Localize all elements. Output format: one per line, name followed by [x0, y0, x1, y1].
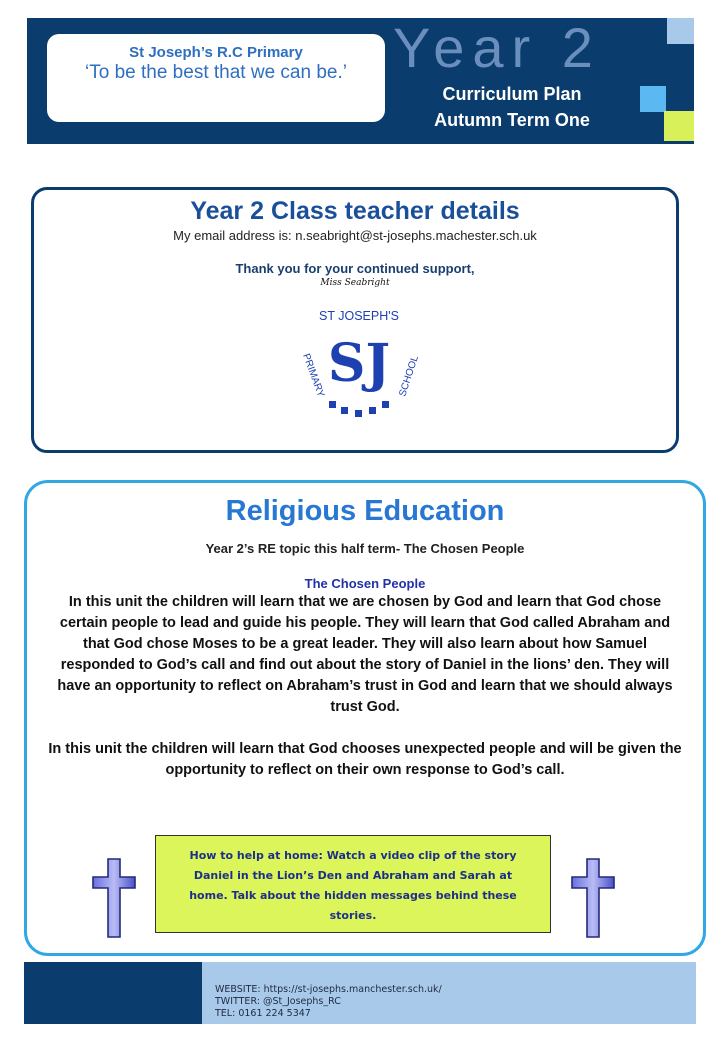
re-paragraph: In this unit the children will learn that God chooses unexpected people and will be given the opportunity to reflect on their own response to God’s call. [48, 741, 682, 778]
religious-education-panel [24, 480, 706, 956]
decorative-square [667, 18, 694, 44]
re-subtitle: The Chosen People [304, 576, 426, 591]
footer-contact [215, 984, 442, 1020]
footer-telephone: TEL: 0161 224 5347 [215, 1008, 311, 1019]
decorative-square [664, 111, 694, 141]
logo-monogram: SJ [327, 333, 391, 394]
teacher-details-panel [31, 187, 679, 453]
school-name: St Joseph’s R.C Primary [129, 44, 303, 61]
decorative-square [640, 86, 666, 112]
logo-left-text: PRIMARY [300, 352, 327, 399]
re-paragraph: In this unit the children will learn that we are chosen by God and learn that God chose certain people to lead and guide his people. They will learn that God called Abraham and that God chose Moses to be a great leader. They will also learn about how Samuel responded to God’s call and find out about the story of Daniel in the lions’ den. They will have an opportunity to reflect on Abraham’s trust in God and learn that we should always trust God. [57, 594, 673, 715]
thank-you-message: Thank you for your continued support, [235, 261, 475, 276]
footer-twitter: TWITTER: @St_Josephs_RC [215, 996, 341, 1007]
footer [24, 962, 696, 1024]
help-at-home-box [155, 835, 551, 933]
year-title: Year 2 [393, 16, 601, 79]
header-banner [27, 18, 694, 144]
school-logo [297, 305, 422, 423]
re-title: Religious Education [225, 495, 505, 527]
footer-accent-block [24, 962, 202, 1024]
teacher-email: My email address is: n.seabright@st-josephs.machester.sch.uk [173, 228, 537, 243]
logo-right-text: SCHOOL [397, 354, 421, 398]
school-motto: ‘To be the best that we can be.’ [85, 62, 347, 83]
curriculum-plan-label: Curriculum Plan [442, 84, 582, 104]
cross-icon [570, 857, 616, 939]
teacher-details-title: Year 2 Class teacher details [190, 197, 520, 225]
logo-top-text: ST JOSEPH'S [319, 309, 399, 323]
re-topic-line: Year 2’s RE topic this half term- The Chosen People [205, 541, 525, 556]
term-label: Autumn Term One [434, 110, 590, 130]
school-name-box [47, 34, 385, 122]
footer-website: WEBSITE: https://st-josephs.manchester.sch.uk/ [215, 984, 442, 995]
help-at-home-text: How to help at home: Watch a video clip of the story Daniel in the Lion’s Den and Abraham and Sarah at home. Talk about the hidden messages behind these stories. [189, 849, 517, 922]
cross-icon [91, 857, 137, 939]
teacher-signature: Miss Seabright [320, 278, 390, 288]
